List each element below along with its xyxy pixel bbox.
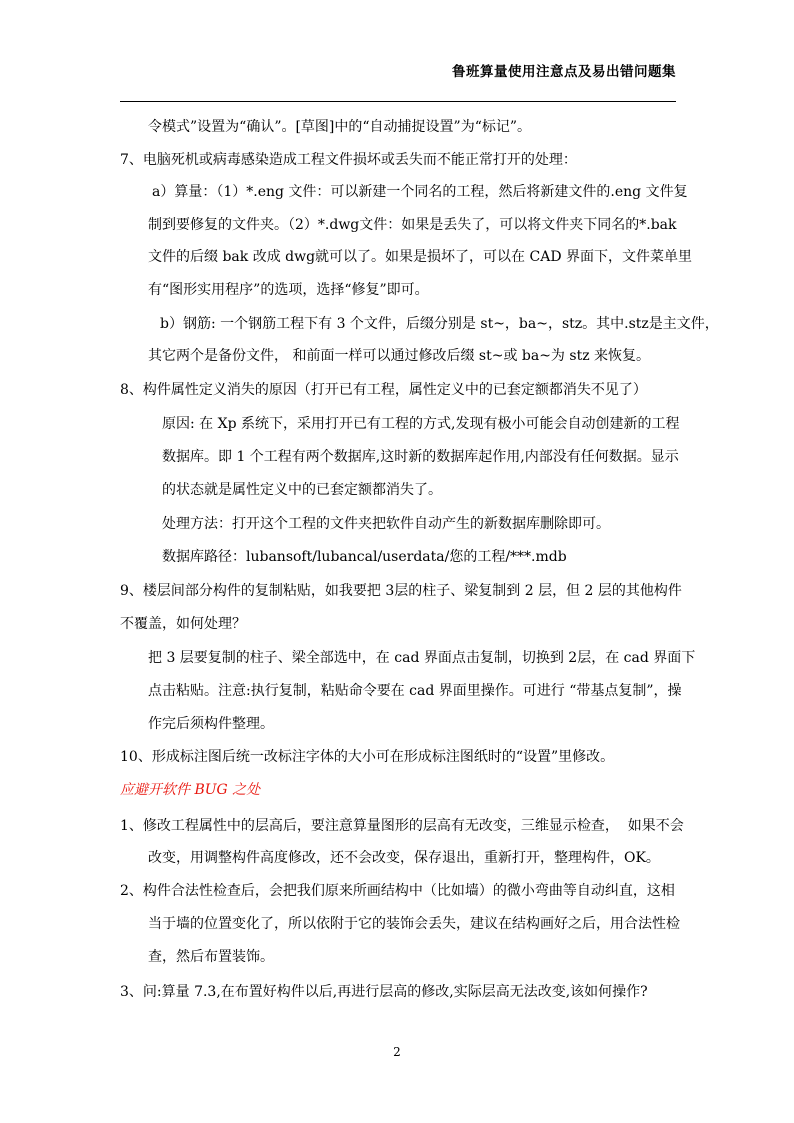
item-7-heading: 7、电脑死机或病毒感染造成工程文件损坏或丢失而不能正常打开的处理： [120, 152, 577, 168]
item-8-solution-line: 处理方法：打开这个工程的文件夹把软件自动产生的新数据库删除即可。 [162, 516, 610, 532]
item-10-line: 10、形成标注图后统一改标注字体的大小可在形成标注图纸时的“设置”里修改。 [120, 749, 615, 765]
item-8-database-path: 数据库路径：lubansoft/lubancal/userdata/您的工程/***.mdb [162, 549, 567, 565]
page-number: 2 [393, 1045, 401, 1059]
item-7a-line: a）算量：（1）*.eng 文件：可以新建一个同名的工程，然后将新建文件的.eng 文件复 [152, 184, 688, 200]
bug-item-1-line: 改变，用调整构件高度修改，还不会改变，保存退出，重新打开，整理构件，OK。 [148, 850, 660, 866]
item-8-cause-line: 的状态就是属性定义中的已套定额都消失了。 [162, 482, 442, 498]
item-7b-line: b）钢筋: 一个钢筋工程下有 3 个文件，后缀分别是 st~，ba~，stz。其中.stz是主文件， [160, 316, 719, 332]
running-header: 鲁班算量使用注意点及易出错问题集 [452, 64, 676, 80]
item-7b-line: 其它两个是备份文件， 和前面一样可以通过修改后缀 st~或 ba~为 stz 来恢复。 [148, 348, 651, 364]
item-9-heading: 9、楼层间部分构件的复制粘贴，如我要把 3层的柱子、梁复制到 2 层，但 2 层的其他构件 [120, 583, 682, 599]
bug-section-heading: 应避开软件 BUG 之处 [120, 782, 261, 798]
item-7a-line: 制到要修复的文件夹。（2）*.dwg文件：如果是丢失了，可以将文件夹下同名的*.bak [148, 217, 677, 233]
item-8-cause-line: 数据库。即 1 个工程有两个数据库,这时新的数据库起作用,内部没有任何数据。显示 [162, 449, 679, 465]
item-8-cause-line: 原因: 在 Xp 系统下，采用打开已有工程的方式,发现有极小可能会自动创建新的工程 [162, 416, 680, 432]
item-7a-line: 文件的后缀 bak 改成 dwg就可以了。如果是损坏了，可以在 CAD 界面下，文件菜单里 [148, 249, 692, 265]
item-9-answer-line: 点击粘贴。注意:执行复制，粘贴命令要在 cad 界面里操作。可进行 “带基点复制”，操 [148, 683, 682, 699]
header-rule [120, 101, 676, 102]
bug-item-1-line: 1、修改工程属性中的层高后，要注意算量图形的层高有无改变，三维显示检查， 如果不会 [120, 818, 684, 834]
item-9-answer-line: 把 3 层要复制的柱子、梁全部选中，在 cad 界面点击复制，切换到 2层，在 cad 界面下 [148, 650, 696, 666]
item-9-heading: 不覆盖，如何处理？ [120, 616, 246, 632]
continuation-line: 令模式”设置为“确认”。[草图]中的“自动捕捉设置”为“标记”。 [148, 119, 532, 135]
bug-item-2-line: 2、构件合法性检查后，会把我们原来所画结构中（比如墙）的微小弯曲等自动纠直，这相 [120, 883, 675, 899]
item-7a-line: 有“图形实用程序”的选项，选择“修复”即可。 [148, 282, 429, 298]
bug-item-2-line: 查，然后布置装饰。 [148, 949, 274, 965]
item-8-heading: 8、构件属性定义消失的原因（打开已有工程，属性定义中的已套定额都消失不见了） [120, 382, 647, 398]
bug-item-3-line: 3、问:算量 7.3,在布置好构件以后,再进行层高的修改,实际层高无法改变,该如何操作? [120, 984, 648, 1000]
item-9-answer-line: 作完后须构件整理。 [148, 716, 274, 732]
bug-item-2-line: 当于墙的位置变化了，所以依附于它的装饰会丢失，建议在结构画好之后，用合法性检 [148, 916, 680, 932]
